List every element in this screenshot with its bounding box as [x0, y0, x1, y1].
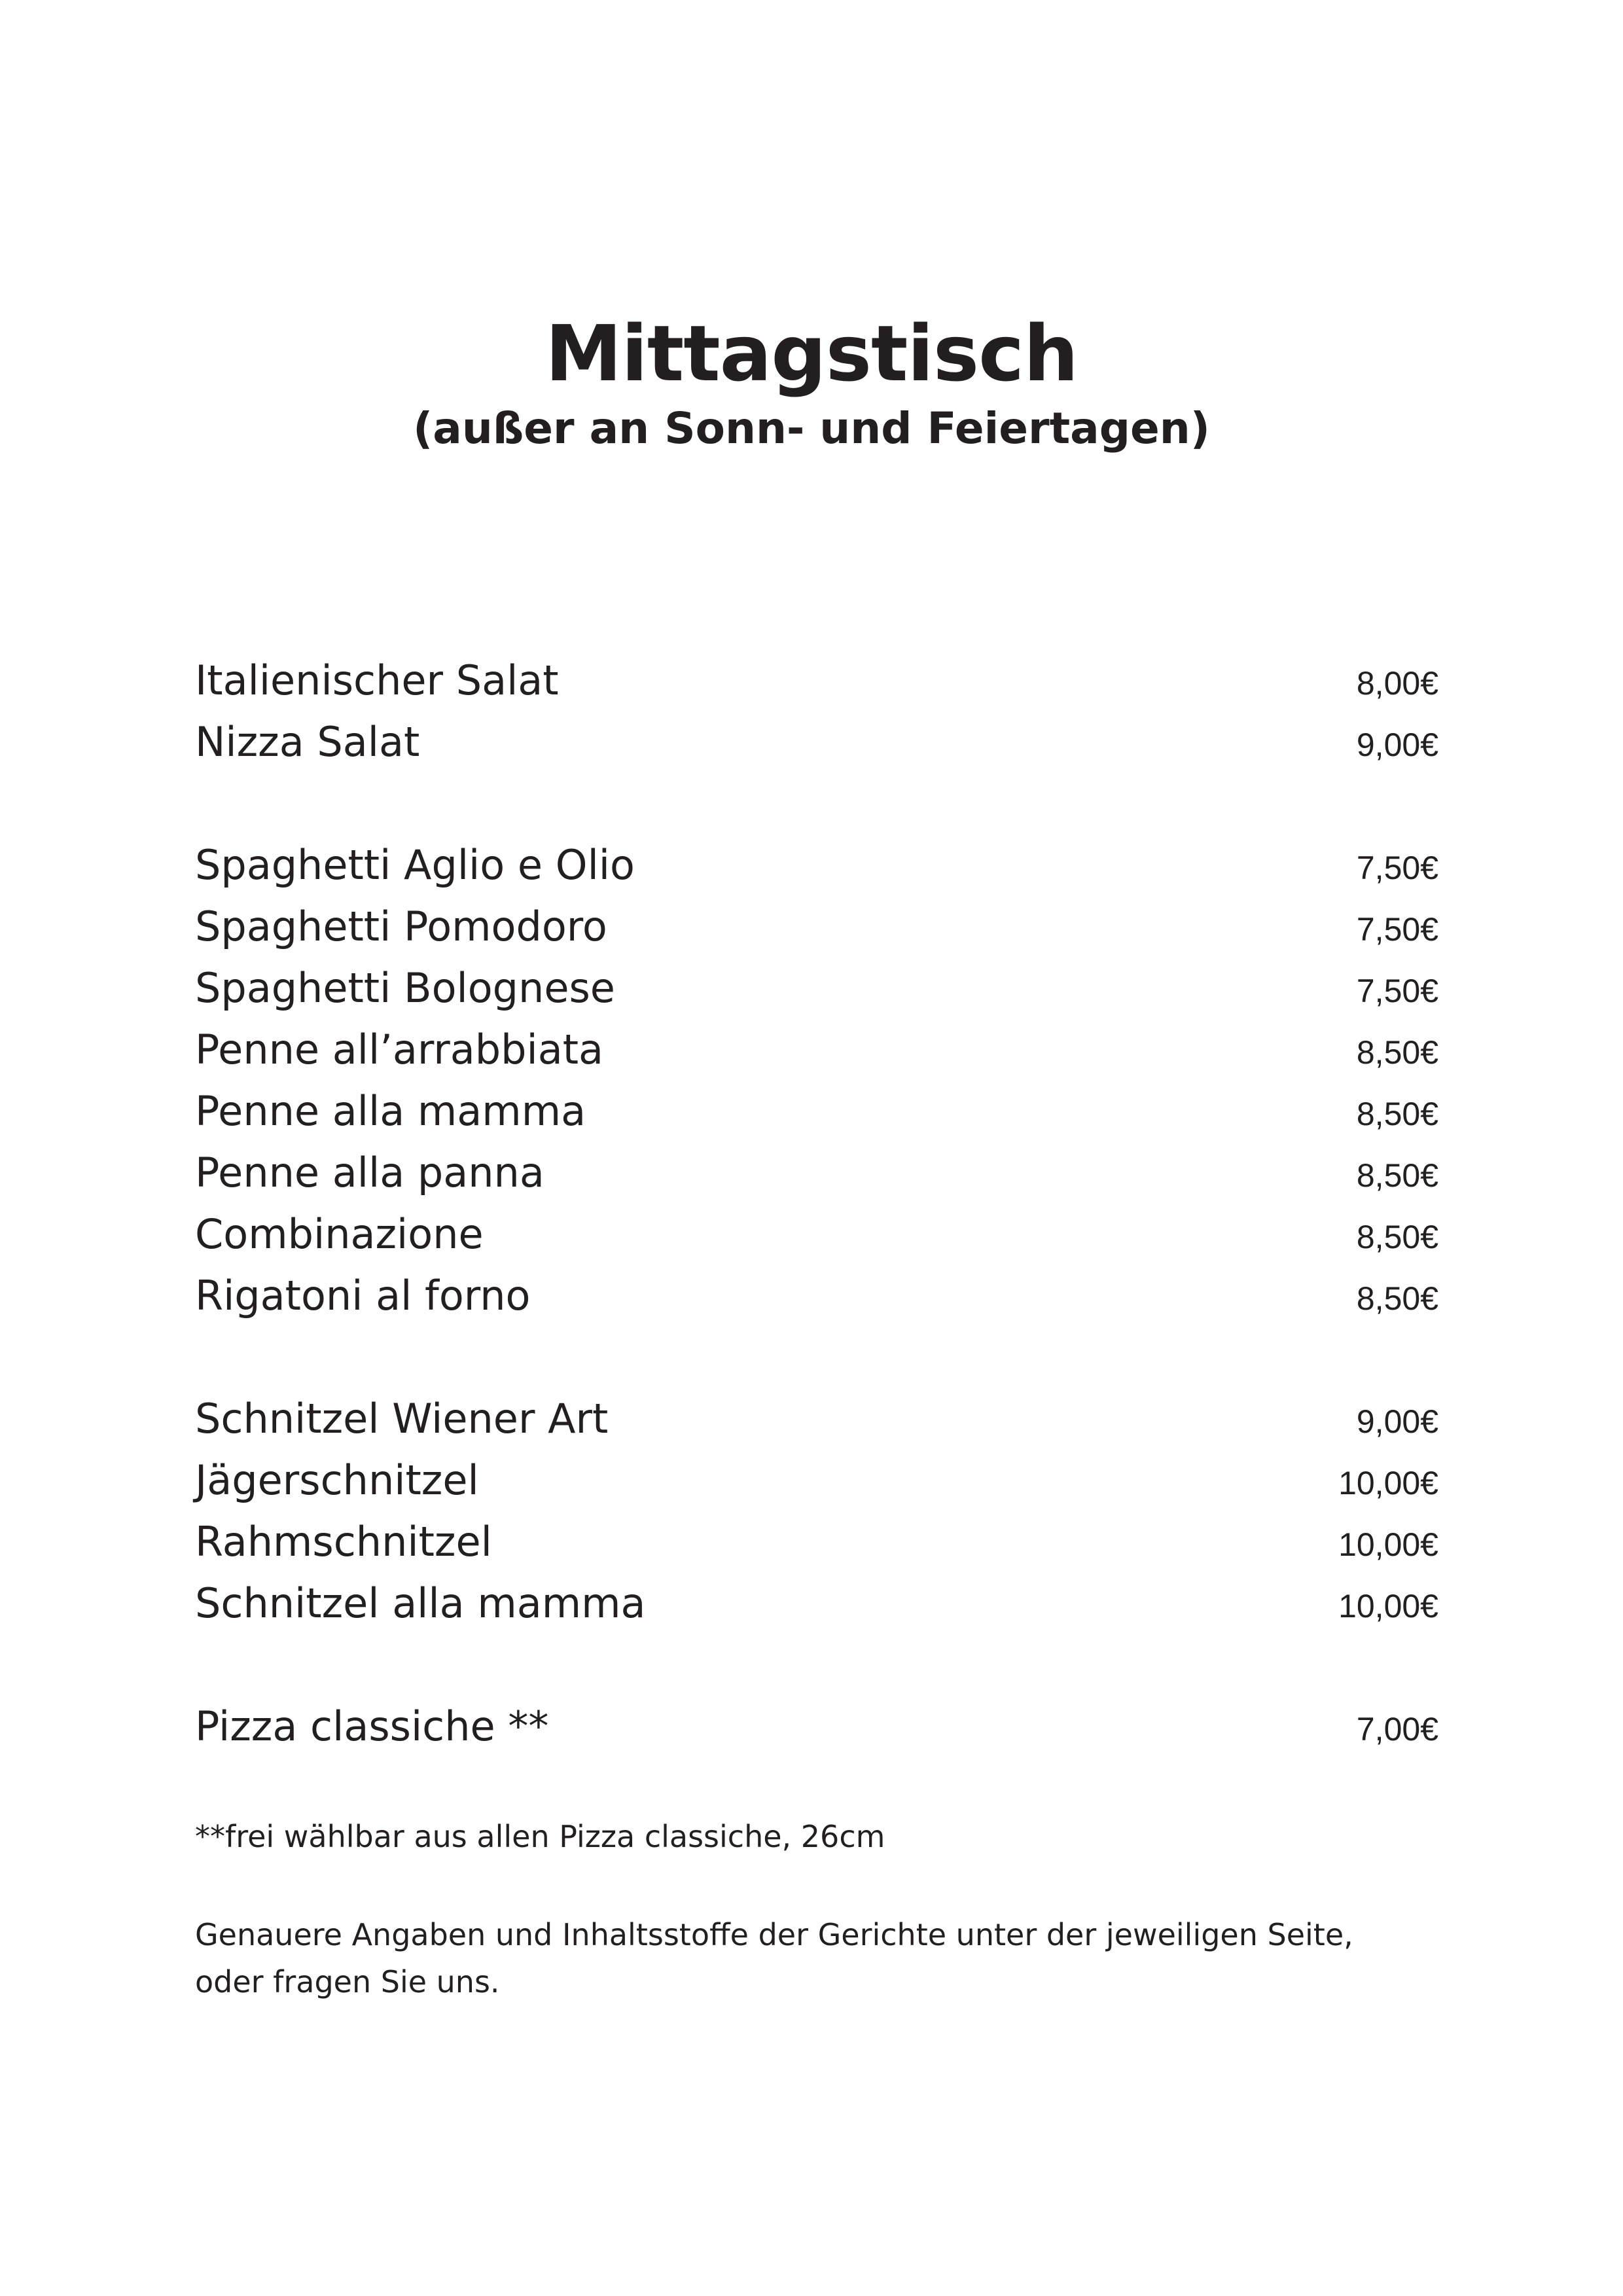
menu-item-name: Schnitzel Wiener Art: [195, 1395, 609, 1443]
menu-item-price: 7,50€: [1356, 850, 1438, 886]
menu-notes: [195, 1813, 1438, 2005]
menu-item-name: Pizza classiche **: [195, 1702, 549, 1750]
menu-item: [195, 645, 1438, 706]
menu-item: [195, 1075, 1438, 1137]
menu-item: [195, 1568, 1438, 1629]
menu-item: [195, 891, 1438, 952]
menu-group-pasta: [195, 829, 1438, 1321]
menu-item-price: 7,50€: [1356, 973, 1438, 1009]
menu-item-price: 9,00€: [1356, 726, 1438, 763]
menu-item-name: Italienischer Salat: [195, 656, 559, 704]
menu-item: [195, 1260, 1438, 1321]
menu-item-name: Penne alla panna: [195, 1149, 544, 1196]
menu-item-name: Rahmschnitzel: [195, 1518, 492, 1566]
menu-group-pizza: [195, 1691, 1438, 1752]
page-title: Mittagstisch: [544, 308, 1079, 399]
menu-group-schnitzel: [195, 1383, 1438, 1629]
menu-item-name: Jägerschnitzel: [195, 1456, 479, 1504]
menu-item-price: 10,00€: [1338, 1465, 1438, 1501]
menu-item-name: Rigatoni al forno: [195, 1272, 531, 1319]
menu-item: [195, 1198, 1438, 1260]
menu-item-price: 8,50€: [1356, 1219, 1438, 1255]
menu-item: [195, 1383, 1438, 1444]
menu-item-price: 9,00€: [1356, 1403, 1438, 1440]
menu-item-name: Spaghetti Aglio e Olio: [195, 841, 635, 889]
menu-item-price: 7,00€: [1356, 1711, 1438, 1748]
menu-item-name: Combinazione: [195, 1210, 484, 1258]
menu-item-price: 8,50€: [1356, 1157, 1438, 1194]
menu-item-price: 8,50€: [1356, 1280, 1438, 1317]
menu-item: [195, 1444, 1438, 1506]
menu-item: [195, 1506, 1438, 1568]
menu-item: [195, 952, 1438, 1014]
menu-item-price: 10,00€: [1338, 1526, 1438, 1563]
menu-item-name: Spaghetti Bolognese: [195, 964, 615, 1012]
menu-item-price: 8,00€: [1356, 665, 1438, 702]
menu-item-name: Schnitzel alla mamma: [195, 1579, 646, 1627]
info-note-line-1: Genauere Angaben und Inhaltsstoffe der Gerichte unter der jeweiligen Seite,: [195, 1917, 1353, 1952]
menu-list: [195, 645, 1438, 1814]
menu-item: [195, 1014, 1438, 1075]
menu-item: [195, 706, 1438, 768]
menu-item-name: Penne all’arrabbiata: [195, 1026, 604, 1073]
menu-item-price: 7,50€: [1356, 911, 1438, 948]
menu-item-price: 10,00€: [1338, 1588, 1438, 1624]
menu-group-salads: [195, 645, 1438, 768]
menu-item-name: Nizza Salat: [195, 718, 420, 766]
menu-item-name: Spaghetti Pomodoro: [195, 903, 607, 950]
pizza-footnote: **frei wählbar aus allen Pizza classiche, 26cm: [195, 1819, 885, 1854]
menu-item-price: 8,50€: [1356, 1096, 1438, 1132]
page-subtitle: (außer an Sonn- und Feiertagen): [413, 403, 1210, 454]
menu-item: [195, 829, 1438, 891]
menu-item-price: 8,50€: [1356, 1034, 1438, 1071]
menu-header: [0, 308, 1623, 458]
menu-item: [195, 1137, 1438, 1198]
menu-item-name: Penne alla mamma: [195, 1087, 586, 1135]
info-note-line-2: oder fragen Sie uns.: [195, 1964, 500, 2000]
menu-item: [195, 1691, 1438, 1752]
